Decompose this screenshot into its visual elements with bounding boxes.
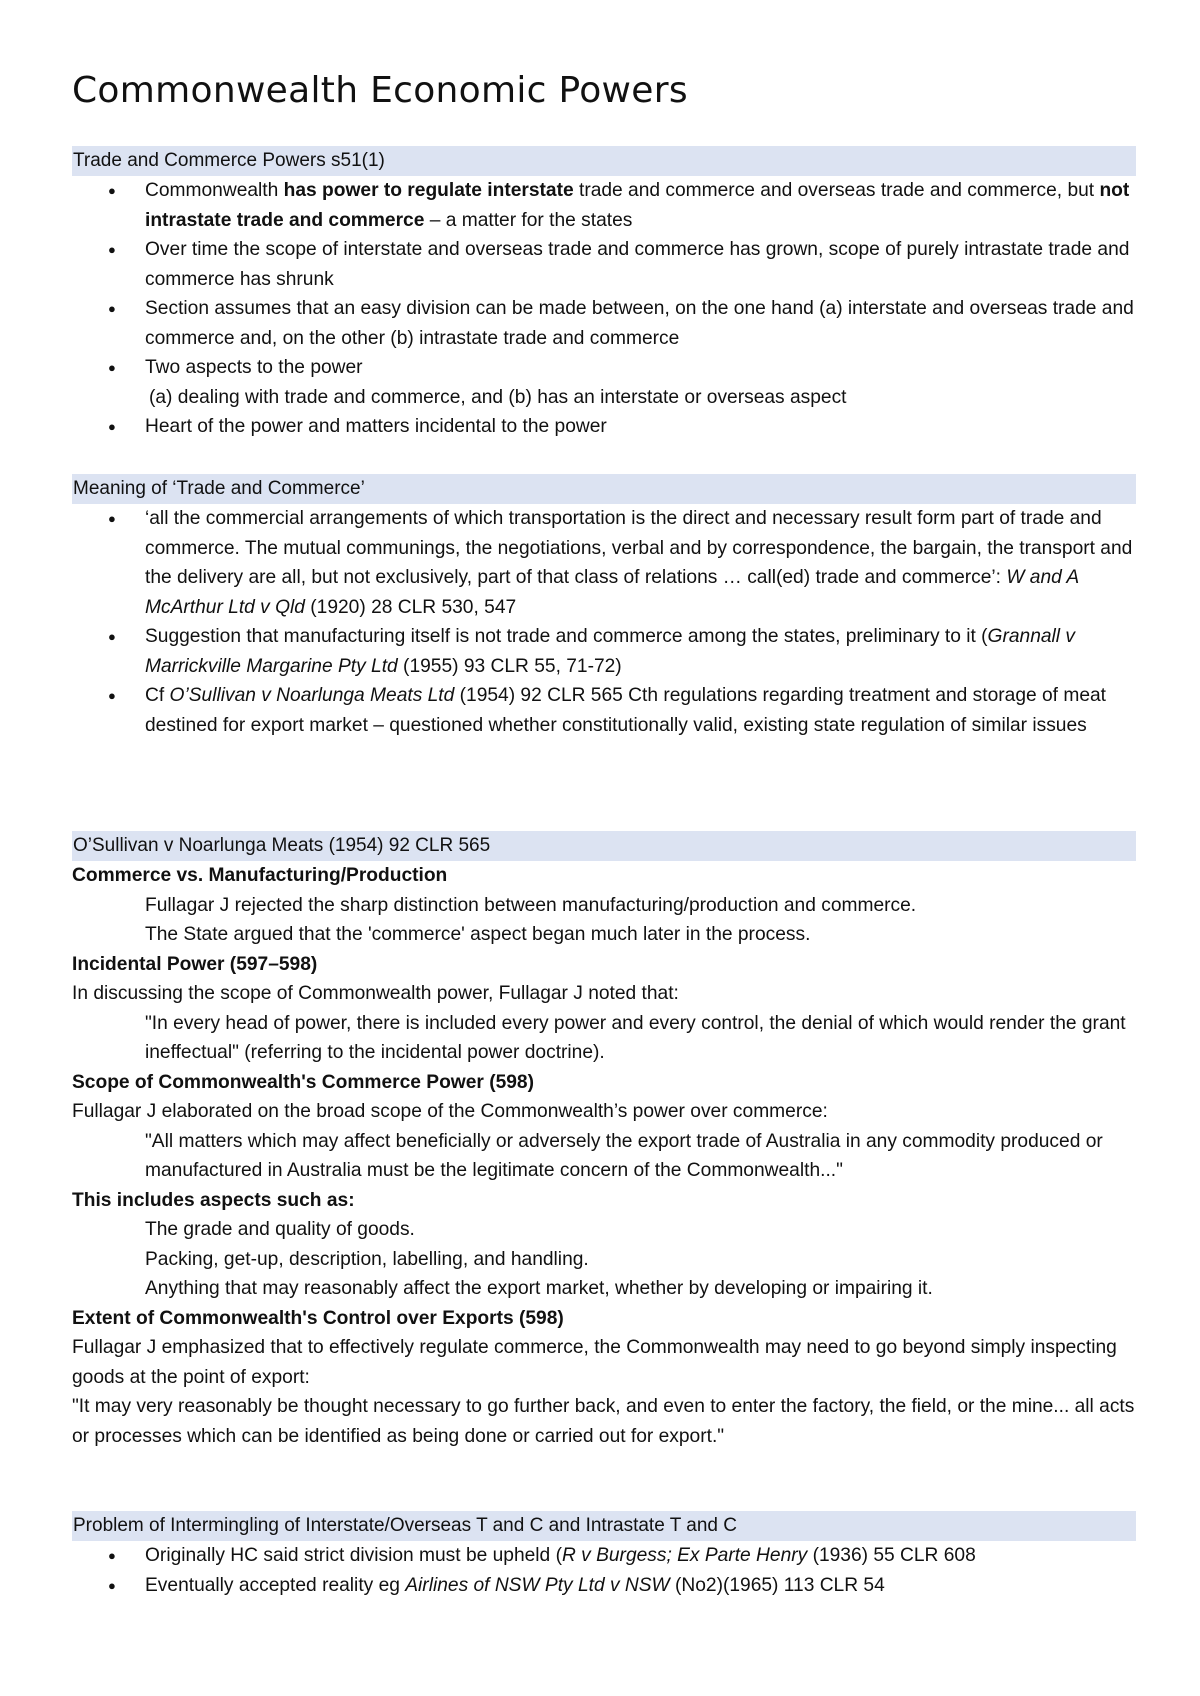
case-name: R v Burgess; Ex Parte Henry	[561, 1545, 808, 1566]
sub-heading: Incidental Power (597–598)	[72, 953, 318, 975]
text: (1920) 28 CLR 530, 547	[304, 596, 517, 618]
text: (1936) 55 CLR 608	[807, 1545, 976, 1566]
text: Cf	[145, 685, 170, 706]
list-item: ● Over time the scope of interstate and overseas trade and commerce has grown, scope of purely intrastate trade and commerce has shrunk	[72, 235, 1136, 294]
quote: "All matters which may affect beneficially or adversely the export trade of Australia in any commodity produced or manufactured in Australia must be the legitimate concern of the Commonwealth..."	[145, 1130, 1103, 1181]
list-item	[72, 681, 1136, 740]
sub-heading: Extent of Commonwealth's Control over Exports (598)	[72, 1307, 564, 1329]
text: (No2)(1965) 113 CLR 54	[669, 1574, 885, 1596]
section-meaning-trade-commerce	[72, 474, 1136, 740]
case-name: Grannall v Marrickville Margarine Pty Ltd	[145, 626, 1075, 677]
indented-line: Fullagar J rejected the sharp distinction between manufacturing/production and commerce.	[145, 894, 917, 916]
list-item	[72, 176, 1136, 235]
list-item: ● Section assumes that an easy division can be made between, on the one hand (a) interstate and overseas trade and commerce and, on the other (b) intrastate trade and commerce	[72, 294, 1136, 353]
bullet-list	[72, 1541, 1136, 1600]
page-title: Commonwealth Economic Powers	[72, 70, 688, 111]
indented-line: Packing, get-up, description, labelling, and handling.	[145, 1248, 589, 1270]
list-item	[72, 504, 1136, 622]
case-name: Airlines of NSW Pty Ltd v NSW	[405, 1574, 670, 1596]
section-heading: Problem of Intermingling of Interstate/Overseas T and C and Intrastate T and C	[72, 1511, 1136, 1541]
case-name: W and A McArthur Ltd v Qld	[145, 567, 1079, 618]
text: ‘all the commercial arrangements of which transportation is the direct and necessary result form part of trade and commerce. The mutual communings, the negotiations, verbal and by correspondence, the bargain, the transport and the delivery are all, but not exclusively, part of that class of relations … call(ed) trade and commerce’:	[145, 508, 1133, 588]
quote: "In every head of power, there is included every power and every control, the denial of which would render the grant ineffectual" (referring to the incidental power doctrine).	[145, 1012, 1126, 1063]
section-intermingling	[72, 1511, 1136, 1600]
list-item	[72, 1541, 1136, 1571]
list-item	[72, 622, 1136, 681]
section-osullivan-case	[72, 831, 1136, 1451]
text: Eventually accepted reality eg	[145, 1574, 406, 1596]
indented-line: The State argued that the 'commerce' aspect began much later in the process.	[145, 924, 811, 945]
paragraph: Fullagar J emphasized that to effectively regulate commerce, the Commonwealth may need to go beyond simply inspecting goods at the point of export:	[72, 1337, 1117, 1388]
list-item	[72, 1571, 1136, 1601]
section-heading: Trade and Commerce Powers s51(1)	[72, 146, 1136, 176]
sub-heading: Commerce vs. Manufacturing/Production	[72, 865, 448, 886]
sub-heading: This includes aspects such as:	[72, 1189, 355, 1211]
text: trade and commerce and overseas trade and commerce, but	[573, 180, 1100, 201]
text: Commonwealth	[145, 180, 284, 201]
indented-line: The grade and quality of goods.	[145, 1219, 415, 1240]
bullet-list	[72, 504, 1136, 740]
bullet-list	[72, 176, 1136, 383]
text: Suggestion that manufacturing itself is not trade and commerce among the states, preliminary to it (	[145, 626, 988, 647]
text: (1955) 93 CLR 55, 71-72)	[397, 655, 622, 677]
section-heading: O’Sullivan v Noarlunga Meats (1954) 92 CLR 565	[72, 831, 1136, 861]
text: Originally HC said strict division must be upheld (	[145, 1545, 562, 1566]
bold-text: has power to regulate interstate	[283, 180, 574, 201]
section-heading: Meaning of ‘Trade and Commerce’	[72, 474, 1136, 504]
paragraph: In discussing the scope of Commonwealth power, Fullagar J noted that:	[72, 983, 679, 1004]
case-name: O’Sullivan v Noarlunga Meats Ltd	[169, 685, 455, 706]
paragraph: Fullagar J elaborated on the broad scope of the Commonwealth’s power over commerce:	[72, 1101, 828, 1122]
section-trade-commerce-powers	[72, 146, 1136, 442]
text: – a matter for the states	[424, 209, 633, 231]
sub-heading: Scope of Commonwealth's Commerce Power (598)	[72, 1071, 534, 1093]
quote: "It may very reasonably be thought necessary to go further back, and even to enter the factory, the field, or the mine... all acts or processes which can be identified as being done or carried out for export."	[72, 1396, 1135, 1447]
list-item: ● Heart of the power and matters incidental to the power	[72, 412, 1136, 442]
indented-line: Anything that may reasonably affect the export market, whether by developing or impairing it.	[145, 1278, 933, 1299]
sub-line: (a) dealing with trade and commerce, and (b) has an interstate or overseas aspect	[149, 386, 847, 408]
list-item: ● Two aspects to the power	[72, 353, 1136, 383]
bullet-list	[72, 412, 1136, 442]
bold-text: not intrastate trade and commerce	[145, 180, 1130, 231]
text: (1954) 92 CLR 565 Cth regulations regarding treatment and storage of meat destined for export market – questioned whether constitutionally valid, existing state regulation of similar issues	[145, 685, 1106, 736]
